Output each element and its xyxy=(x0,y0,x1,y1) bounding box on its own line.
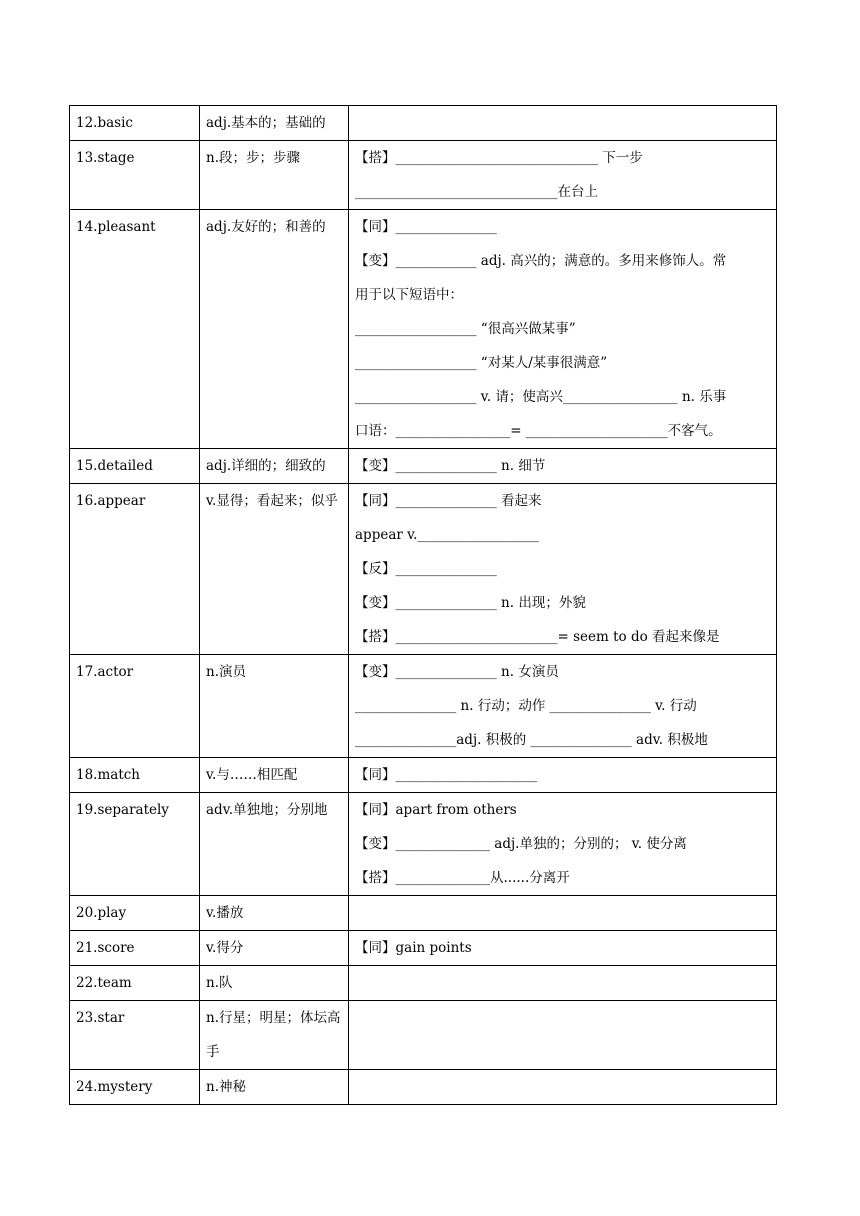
notes-cell xyxy=(349,966,777,1001)
vocabulary-word: 21.score xyxy=(76,940,135,956)
table-row xyxy=(70,896,777,931)
note-line: __________________ v. 请；使高兴_________________ n. 乐事 xyxy=(355,389,727,405)
word-meaning: n.段；步；步骤 xyxy=(206,150,300,166)
word-meaning: v.得分 xyxy=(206,940,244,956)
word-cell xyxy=(70,758,200,793)
table-row xyxy=(70,449,777,484)
word-cell xyxy=(70,1001,200,1070)
word-cell xyxy=(70,896,200,931)
note-line: 【变】_______________ n. 女演员 xyxy=(355,664,559,680)
vocabulary-word: 18.match xyxy=(76,767,140,783)
word-cell xyxy=(70,1070,200,1105)
note-line: __________________ “对某人/某事很满意” xyxy=(355,355,608,371)
note-line: _______________adj. 积极的 _______________ adv. 积极地 xyxy=(355,732,708,748)
table-row xyxy=(70,1001,777,1070)
vocabulary-word: 14.pleasant xyxy=(76,219,156,235)
notes-cell xyxy=(349,106,777,141)
note-line: __________________ “很高兴做某事” xyxy=(355,321,576,337)
vocabulary-word: 22.team xyxy=(76,975,132,991)
table-row xyxy=(70,106,777,141)
notes-cell xyxy=(349,210,777,449)
table-row xyxy=(70,141,777,210)
meaning-cell xyxy=(200,793,349,896)
word-meaning: n.神秘 xyxy=(206,1079,246,1095)
word-meaning: adj.详细的；细致的 xyxy=(206,458,326,474)
meaning-cell xyxy=(200,655,349,758)
meaning-cell xyxy=(200,966,349,1001)
note-line: 【搭】______________从......分离开 xyxy=(355,870,570,886)
note-line: appear v.__________________ xyxy=(355,527,539,543)
word-meaning: adj.友好的；和善的 xyxy=(206,219,326,235)
meaning-cell xyxy=(200,449,349,484)
vocabulary-word: 12.basic xyxy=(76,115,133,131)
note-line: 【同】apart from others xyxy=(355,802,517,818)
word-meaning: v.显得；看起来；似乎 xyxy=(206,493,338,509)
word-meaning: adv.单独地；分别地 xyxy=(206,802,328,818)
note-line: 【变】____________ adj. 高兴的；满意的。多用来修饰人。常 xyxy=(355,253,727,269)
note-line: ______________________________在台上 xyxy=(355,184,598,200)
word-meaning: adj.基本的；基础的 xyxy=(206,115,326,131)
table-row xyxy=(70,966,777,1001)
note-line: 口语：_________________= _____________________不客气。 xyxy=(355,423,722,439)
vocabulary-word: 16.appear xyxy=(76,493,146,509)
word-cell xyxy=(70,966,200,1001)
note-line: 【变】______________ adj.单独的；分别的； v. 使分离 xyxy=(355,836,687,852)
meaning-cell xyxy=(200,758,349,793)
notes-cell xyxy=(349,931,777,966)
notes-cell xyxy=(349,1001,777,1070)
word-cell xyxy=(70,210,200,449)
word-cell xyxy=(70,106,200,141)
vocabulary-word: 23.star xyxy=(76,1010,125,1026)
word-meaning: v.与……相匹配 xyxy=(206,767,298,783)
notes-cell xyxy=(349,896,777,931)
notes-cell xyxy=(349,793,777,896)
word-cell xyxy=(70,449,200,484)
note-line: _______________ n. 行动；动作 _______________ v. 行动 xyxy=(355,698,697,714)
word-meaning: n.演员 xyxy=(206,664,246,680)
vocabulary-word: 20.play xyxy=(76,905,127,921)
meaning-cell xyxy=(200,141,349,210)
note-line: 【反】_______________ xyxy=(355,561,497,577)
table-row xyxy=(70,931,777,966)
note-line: 【同】_______________ 看起来 xyxy=(355,493,542,509)
word-meaning: v.播放 xyxy=(206,905,244,921)
table-row xyxy=(70,484,777,655)
note-line: 【搭】________________________= seem to do 看起来像是 xyxy=(355,629,720,645)
word-cell xyxy=(70,141,200,210)
vocabulary-word: 19.separately xyxy=(76,802,169,818)
table-row xyxy=(70,793,777,896)
word-cell xyxy=(70,655,200,758)
word-cell xyxy=(70,484,200,655)
word-meaning: n.队 xyxy=(206,975,233,991)
meaning-cell xyxy=(200,210,349,449)
table-row xyxy=(70,1070,777,1105)
note-line: 【变】_______________ n. 出现；外貌 xyxy=(355,595,586,611)
note-line: 【变】_______________ n. 细节 xyxy=(355,458,546,474)
notes-cell xyxy=(349,655,777,758)
note-line: 【搭】______________________________ 下一步 xyxy=(355,150,643,166)
meaning-cell xyxy=(200,1001,349,1070)
note-line: 【同】gain points xyxy=(355,940,472,956)
word-meaning: n.行星；明星；体坛高手 xyxy=(206,1010,341,1060)
meaning-cell xyxy=(200,106,349,141)
notes-cell xyxy=(349,758,777,793)
notes-cell xyxy=(349,1070,777,1105)
note-line: 【同】_______________ xyxy=(355,219,497,235)
vocabulary-word: 17.actor xyxy=(76,664,134,680)
table-row xyxy=(70,210,777,449)
meaning-cell xyxy=(200,1070,349,1105)
note-line: 用于以下短语中： xyxy=(355,287,463,303)
vocabulary-table xyxy=(69,105,777,1105)
notes-cell xyxy=(349,141,777,210)
notes-cell xyxy=(349,484,777,655)
table-row xyxy=(70,758,777,793)
note-line: 【同】_____________________ xyxy=(355,767,538,783)
vocabulary-table-body xyxy=(70,106,777,1105)
meaning-cell xyxy=(200,896,349,931)
vocabulary-word: 24.mystery xyxy=(76,1079,153,1095)
vocabulary-word: 15.detailed xyxy=(76,458,153,474)
table-row xyxy=(70,655,777,758)
notes-cell xyxy=(349,449,777,484)
meaning-cell xyxy=(200,931,349,966)
vocabulary-word: 13.stage xyxy=(76,150,135,166)
word-cell xyxy=(70,931,200,966)
word-cell xyxy=(70,793,200,896)
meaning-cell xyxy=(200,484,349,655)
